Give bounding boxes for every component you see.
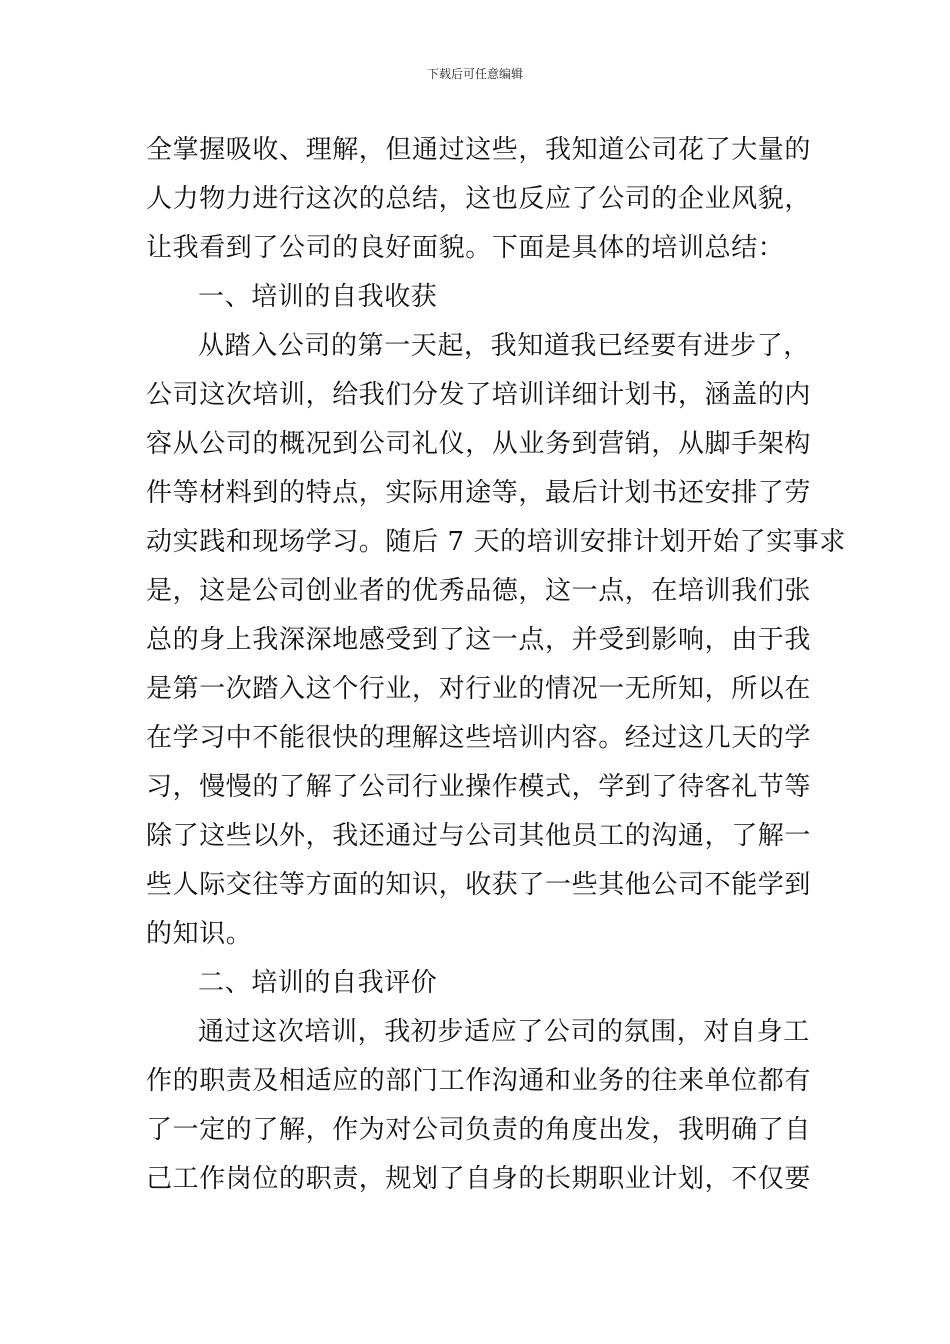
section-heading: 一、培训的自我收获 (198, 282, 438, 312)
paragraph-line: 是第一次踏入这个行业，对行业的情况一无所知，所以在 (146, 674, 812, 704)
paragraph-line: 通过这次培训，我初步适应了公司的氛围，对自身工 (198, 1017, 810, 1047)
paragraph-line: 全掌握吸收、理解，但通过这些，我知道公司花了大量的 (146, 135, 812, 165)
paragraph-line: 作的职责及相适应的部门工作沟通和业务的往来单位都有 (146, 1066, 812, 1096)
paragraph-line: 动实践和现场学习。随后 7 天的培训安排计划开始了实事求 (146, 527, 846, 557)
paragraph-line: 除了这些以外，我还通过与公司其他员工的沟通，了解一 (146, 821, 812, 851)
paragraph-line: 了一定的了解，作为对公司负责的角度出发，我明确了自 (146, 1115, 812, 1145)
paragraph-line: 容从公司的概况到公司礼仪，从业务到营销，从脚手架构 (146, 429, 812, 459)
paragraph-line: 是，这是公司创业者的优秀品德，这一点，在培训我们张 (146, 576, 812, 606)
paragraph-line: 己工作岗位的职责，规划了自身的长期职业计划，不仅要 (146, 1164, 812, 1194)
paragraph-line: 人力物力进行这次的总结，这也反应了公司的企业风貌， (146, 184, 812, 214)
paragraph-line: 从踏入公司的第一天起，我知道我已经要有进步了， (198, 331, 810, 361)
paragraph-line: 的知识。 (146, 919, 253, 949)
paragraph-line: 让我看到了公司的良好面貌。下面是具体的培训总结： (146, 233, 785, 263)
paragraph-line: 总的身上我深深地感受到了这一点，并受到影响，由于我 (146, 625, 812, 655)
page-header: 下载后可任意编辑 (426, 67, 523, 81)
paragraph-line: 习，慢慢的了解了公司行业操作模式，学到了待客礼节等 (146, 772, 812, 802)
section-heading: 二、培训的自我评价 (198, 968, 438, 998)
paragraph-line: 些人际交往等方面的知识，收获了一些其他公司不能学到 (146, 870, 812, 900)
paragraph-line: 公司这次培训，给我们分发了培训详细计划书，涵盖的内 (146, 380, 812, 410)
paragraph-line: 件等材料到的特点，实际用途等，最后计划书还安排了劳 (146, 478, 812, 508)
paragraph-line: 在学习中不能很快的理解这些培训内容。经过这几天的学 (146, 723, 812, 753)
body-text (146, 126, 846, 1204)
